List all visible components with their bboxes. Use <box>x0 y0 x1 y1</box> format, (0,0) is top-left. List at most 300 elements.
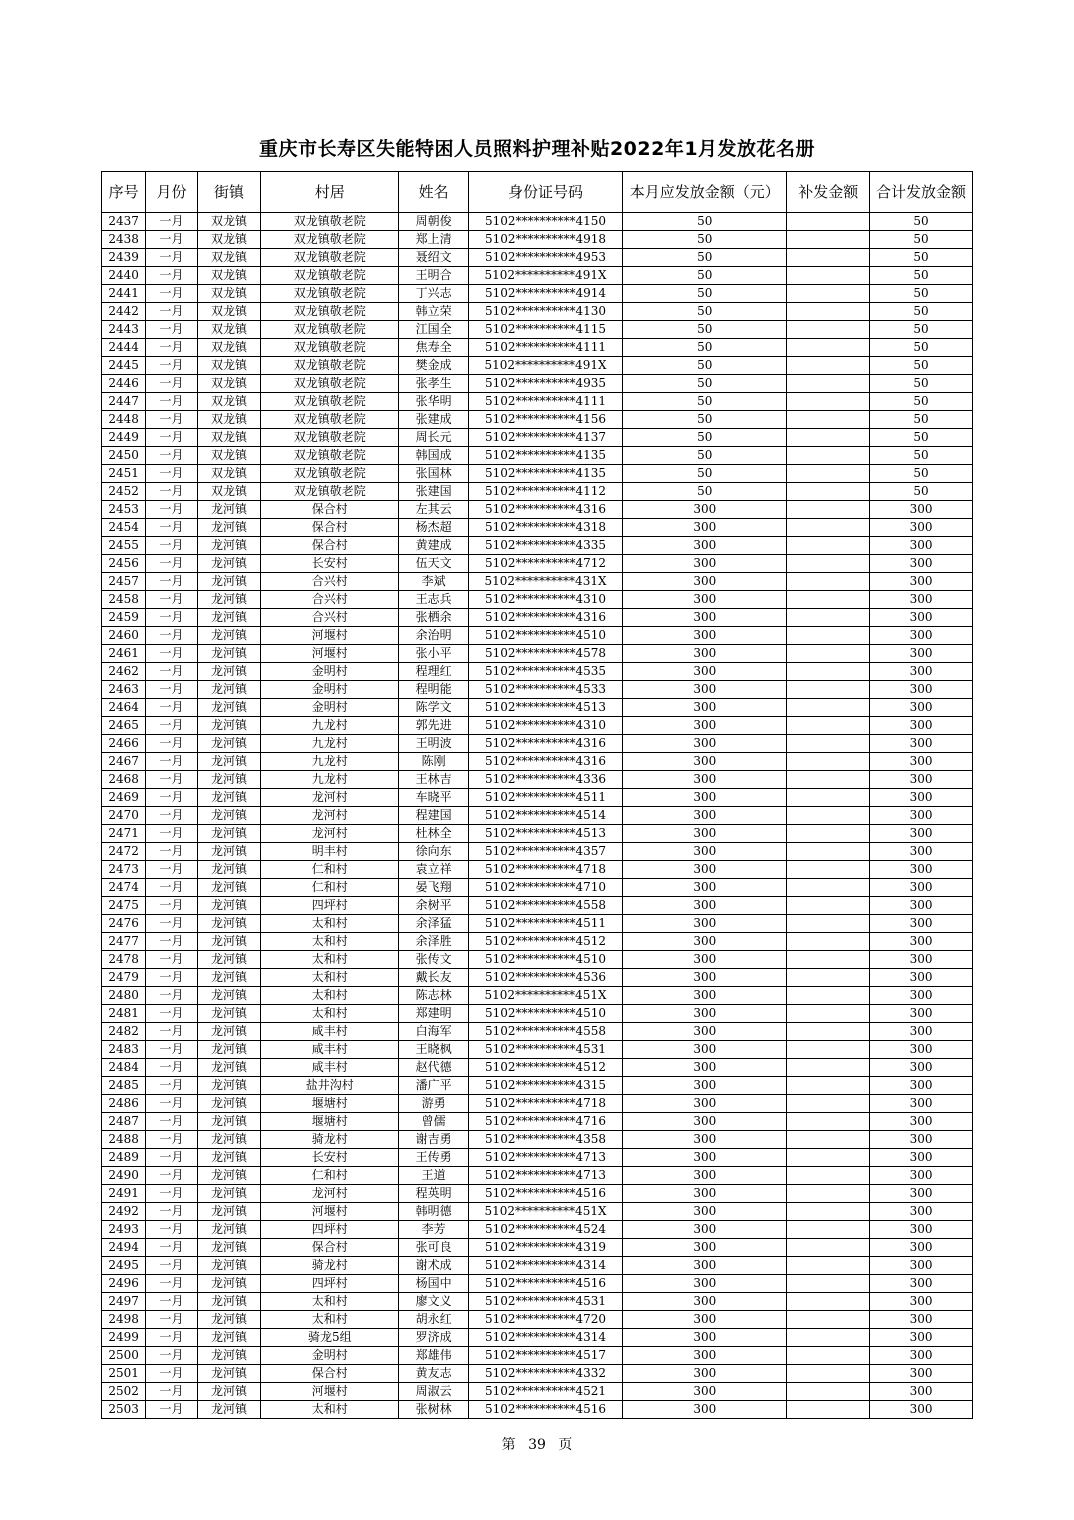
cell-total-amount: 300 <box>870 1275 973 1293</box>
cell-total-amount: 300 <box>870 501 973 519</box>
cell-month: 一月 <box>146 825 197 843</box>
cell-back-pay <box>787 645 870 663</box>
table-row <box>102 393 973 411</box>
cell-back-pay <box>787 879 870 897</box>
cell-month: 一月 <box>146 1023 197 1041</box>
cell-name: 张可良 <box>399 1239 469 1257</box>
cell-id-number: 5102**********4512 <box>468 1059 622 1077</box>
cell-month: 一月 <box>146 843 197 861</box>
cell-index: 2484 <box>102 1059 146 1077</box>
cell-total-amount: 50 <box>870 393 973 411</box>
cell-id-number: 5102**********4314 <box>468 1329 622 1347</box>
cell-back-pay <box>787 1113 870 1131</box>
table-row <box>102 1077 973 1095</box>
cell-total-amount: 300 <box>870 1311 973 1329</box>
cell-id-number: 5102**********4536 <box>468 969 622 987</box>
cell-index: 2483 <box>102 1041 146 1059</box>
cell-month: 一月 <box>146 771 197 789</box>
cell-village: 金明村 <box>261 699 399 717</box>
cell-village: 河堰村 <box>261 627 399 645</box>
cell-month: 一月 <box>146 897 197 915</box>
cell-back-pay <box>787 897 870 915</box>
cell-name: 程建国 <box>399 807 469 825</box>
cell-town: 龙河镇 <box>197 699 261 717</box>
cell-index: 2439 <box>102 249 146 267</box>
cell-monthly-amount: 50 <box>623 213 787 231</box>
cell-town: 双龙镇 <box>197 285 261 303</box>
cell-month: 一月 <box>146 1293 197 1311</box>
cell-total-amount: 300 <box>870 879 973 897</box>
table-row <box>102 1293 973 1311</box>
cell-index: 2490 <box>102 1167 146 1185</box>
table-row <box>102 1311 973 1329</box>
cell-id-number: 5102**********4137 <box>468 429 622 447</box>
table-row <box>102 537 973 555</box>
table-row <box>102 357 973 375</box>
cell-index: 2465 <box>102 717 146 735</box>
cell-name: 江国全 <box>399 321 469 339</box>
cell-village: 九龙村 <box>261 717 399 735</box>
cell-total-amount: 300 <box>870 1149 973 1167</box>
cell-month: 一月 <box>146 555 197 573</box>
cell-village: 双龙镇敬老院 <box>261 303 399 321</box>
cell-town: 龙河镇 <box>197 1311 261 1329</box>
cell-id-number: 5102**********4335 <box>468 537 622 555</box>
cell-id-number: 5102**********4310 <box>468 717 622 735</box>
cell-name: 白海军 <box>399 1023 469 1041</box>
cell-town: 龙河镇 <box>197 1257 261 1275</box>
table-row <box>102 267 973 285</box>
cell-town: 龙河镇 <box>197 1059 261 1077</box>
cell-name: 郑建明 <box>399 1005 469 1023</box>
cell-name: 廖文义 <box>399 1293 469 1311</box>
cell-monthly-amount: 300 <box>623 1113 787 1131</box>
cell-village: 仁和村 <box>261 879 399 897</box>
cell-village: 双龙镇敬老院 <box>261 267 399 285</box>
table-row <box>102 897 973 915</box>
cell-name: 程理红 <box>399 663 469 681</box>
cell-index: 2502 <box>102 1383 146 1401</box>
cell-total-amount: 300 <box>870 555 973 573</box>
cell-name: 张建国 <box>399 483 469 501</box>
cell-total-amount: 50 <box>870 411 973 429</box>
cell-town: 龙河镇 <box>197 1185 261 1203</box>
cell-total-amount: 50 <box>870 357 973 375</box>
cell-id-number: 5102**********4953 <box>468 249 622 267</box>
cell-id-number: 5102**********4111 <box>468 393 622 411</box>
table-row <box>102 231 973 249</box>
cell-name: 聂绍文 <box>399 249 469 267</box>
cell-monthly-amount: 300 <box>623 609 787 627</box>
cell-back-pay <box>787 1185 870 1203</box>
table-row <box>102 1005 973 1023</box>
table-row <box>102 1095 973 1113</box>
cell-village: 双龙镇敬老院 <box>261 357 399 375</box>
cell-total-amount: 50 <box>870 321 973 339</box>
cell-id-number: 5102**********4156 <box>468 411 622 429</box>
cell-village: 龙河村 <box>261 1185 399 1203</box>
cell-back-pay <box>787 1239 870 1257</box>
cell-index: 2447 <box>102 393 146 411</box>
cell-town: 龙河镇 <box>197 969 261 987</box>
cell-town: 双龙镇 <box>197 447 261 465</box>
cell-month: 一月 <box>146 969 197 987</box>
table-row <box>102 735 973 753</box>
cell-back-pay <box>787 951 870 969</box>
cell-name: 程明能 <box>399 681 469 699</box>
cell-monthly-amount: 300 <box>623 969 787 987</box>
cell-monthly-amount: 300 <box>623 825 787 843</box>
cell-town: 双龙镇 <box>197 411 261 429</box>
cell-id-number: 5102**********4112 <box>468 483 622 501</box>
cell-village: 河堰村 <box>261 645 399 663</box>
table-row <box>102 1131 973 1149</box>
cell-index: 2452 <box>102 483 146 501</box>
cell-name: 黄建成 <box>399 537 469 555</box>
column-header-total-amount: 合计发放金额 <box>870 172 973 213</box>
cell-town: 双龙镇 <box>197 249 261 267</box>
cell-month: 一月 <box>146 951 197 969</box>
cell-town: 龙河镇 <box>197 879 261 897</box>
cell-monthly-amount: 300 <box>623 1221 787 1239</box>
cell-id-number: 5102**********4713 <box>468 1167 622 1185</box>
cell-town: 龙河镇 <box>197 861 261 879</box>
cell-id-number: 5102**********4513 <box>468 825 622 843</box>
cell-total-amount: 300 <box>870 951 973 969</box>
cell-index: 2470 <box>102 807 146 825</box>
cell-back-pay <box>787 1095 870 1113</box>
cell-name: 晏飞翔 <box>399 879 469 897</box>
cell-total-amount: 300 <box>870 1257 973 1275</box>
cell-name: 伍天文 <box>399 555 469 573</box>
cell-month: 一月 <box>146 663 197 681</box>
cell-monthly-amount: 300 <box>623 771 787 789</box>
cell-month: 一月 <box>146 1221 197 1239</box>
cell-village: 四坪村 <box>261 1221 399 1239</box>
cell-id-number: 5102**********4319 <box>468 1239 622 1257</box>
cell-name: 黄友志 <box>399 1365 469 1383</box>
cell-monthly-amount: 300 <box>623 699 787 717</box>
footer-prefix: 第 <box>501 1437 516 1453</box>
cell-town: 龙河镇 <box>197 501 261 519</box>
column-header-name: 姓名 <box>399 172 469 213</box>
cell-town: 双龙镇 <box>197 267 261 285</box>
cell-total-amount: 300 <box>870 843 973 861</box>
cell-name: 张小平 <box>399 645 469 663</box>
cell-total-amount: 50 <box>870 303 973 321</box>
cell-total-amount: 300 <box>870 1131 973 1149</box>
cell-back-pay <box>787 825 870 843</box>
cell-month: 一月 <box>146 1005 197 1023</box>
table-row <box>102 1365 973 1383</box>
cell-id-number: 5102**********4710 <box>468 879 622 897</box>
cell-town: 龙河镇 <box>197 1095 261 1113</box>
table-row <box>102 933 973 951</box>
cell-village: 太和村 <box>261 1401 399 1419</box>
cell-monthly-amount: 300 <box>623 897 787 915</box>
cell-index: 2501 <box>102 1365 146 1383</box>
cell-village: 双龙镇敬老院 <box>261 483 399 501</box>
cell-monthly-amount: 300 <box>623 573 787 591</box>
cell-name: 杨杰超 <box>399 519 469 537</box>
cell-index: 2473 <box>102 861 146 879</box>
cell-monthly-amount: 300 <box>623 1293 787 1311</box>
cell-monthly-amount: 300 <box>623 933 787 951</box>
cell-village: 金明村 <box>261 681 399 699</box>
cell-index: 2444 <box>102 339 146 357</box>
cell-town: 龙河镇 <box>197 645 261 663</box>
cell-village: 双龙镇敬老院 <box>261 465 399 483</box>
cell-monthly-amount: 50 <box>623 393 787 411</box>
table-row <box>102 771 973 789</box>
cell-name: 罗济成 <box>399 1329 469 1347</box>
cell-index: 2471 <box>102 825 146 843</box>
cell-name: 余泽胜 <box>399 933 469 951</box>
cell-total-amount: 300 <box>870 1329 973 1347</box>
table-row <box>102 303 973 321</box>
cell-back-pay <box>787 1203 870 1221</box>
cell-name: 丁兴志 <box>399 285 469 303</box>
cell-monthly-amount: 300 <box>623 843 787 861</box>
cell-village: 双龙镇敬老院 <box>261 393 399 411</box>
cell-back-pay <box>787 591 870 609</box>
cell-monthly-amount: 300 <box>623 1383 787 1401</box>
cell-monthly-amount: 300 <box>623 717 787 735</box>
cell-index: 2457 <box>102 573 146 591</box>
cell-town: 龙河镇 <box>197 1293 261 1311</box>
cell-town: 龙河镇 <box>197 915 261 933</box>
cell-monthly-amount: 300 <box>623 807 787 825</box>
cell-id-number: 5102**********4336 <box>468 771 622 789</box>
cell-index: 2453 <box>102 501 146 519</box>
cell-name: 程英明 <box>399 1185 469 1203</box>
cell-total-amount: 300 <box>870 537 973 555</box>
cell-monthly-amount: 300 <box>623 735 787 753</box>
table-row <box>102 609 973 627</box>
cell-name: 左其云 <box>399 501 469 519</box>
cell-monthly-amount: 300 <box>623 915 787 933</box>
cell-name: 车晓平 <box>399 789 469 807</box>
cell-village: 咸丰村 <box>261 1041 399 1059</box>
cell-total-amount: 300 <box>870 933 973 951</box>
cell-name: 杜林全 <box>399 825 469 843</box>
cell-index: 2498 <box>102 1311 146 1329</box>
cell-index: 2442 <box>102 303 146 321</box>
cell-month: 一月 <box>146 1383 197 1401</box>
cell-village: 九龙村 <box>261 771 399 789</box>
cell-month: 一月 <box>146 393 197 411</box>
cell-name: 王传勇 <box>399 1149 469 1167</box>
cell-id-number: 5102**********4513 <box>468 699 622 717</box>
cell-town: 双龙镇 <box>197 321 261 339</box>
cell-name: 陈刚 <box>399 753 469 771</box>
cell-back-pay <box>787 1329 870 1347</box>
cell-month: 一月 <box>146 753 197 771</box>
cell-name: 余树平 <box>399 897 469 915</box>
cell-index: 2461 <box>102 645 146 663</box>
cell-monthly-amount: 300 <box>623 1329 787 1347</box>
column-header-back-pay: 补发金额 <box>787 172 870 213</box>
cell-monthly-amount: 300 <box>623 1185 787 1203</box>
column-header-monthly-amount: 本月应发放金额（元） <box>623 172 787 213</box>
cell-id-number: 5102**********4558 <box>468 897 622 915</box>
cell-index: 2493 <box>102 1221 146 1239</box>
cell-index: 2481 <box>102 1005 146 1023</box>
cell-back-pay <box>787 375 870 393</box>
cell-town: 龙河镇 <box>197 1149 261 1167</box>
cell-total-amount: 50 <box>870 483 973 501</box>
cell-index: 2460 <box>102 627 146 645</box>
cell-month: 一月 <box>146 987 197 1005</box>
cell-monthly-amount: 50 <box>623 303 787 321</box>
cell-total-amount: 300 <box>870 519 973 537</box>
cell-total-amount: 300 <box>870 1401 973 1419</box>
cell-id-number: 5102**********4718 <box>468 1095 622 1113</box>
cell-back-pay <box>787 1275 870 1293</box>
cell-index: 2480 <box>102 987 146 1005</box>
cell-month: 一月 <box>146 285 197 303</box>
cell-month: 一月 <box>146 447 197 465</box>
table-row <box>102 915 973 933</box>
cell-village: 骑龙村 <box>261 1257 399 1275</box>
cell-total-amount: 50 <box>870 285 973 303</box>
cell-village: 九龙村 <box>261 735 399 753</box>
cell-village: 保合村 <box>261 519 399 537</box>
cell-month: 一月 <box>146 1041 197 1059</box>
cell-name: 张孝生 <box>399 375 469 393</box>
cell-village: 合兴村 <box>261 573 399 591</box>
cell-village: 仁和村 <box>261 1167 399 1185</box>
cell-index: 2445 <box>102 357 146 375</box>
cell-month: 一月 <box>146 375 197 393</box>
cell-id-number: 5102**********4358 <box>468 1131 622 1149</box>
cell-total-amount: 300 <box>870 987 973 1005</box>
table-row <box>102 987 973 1005</box>
cell-village: 堰塘村 <box>261 1113 399 1131</box>
cell-back-pay <box>787 1221 870 1239</box>
cell-monthly-amount: 300 <box>623 501 787 519</box>
cell-id-number: 5102**********4512 <box>468 933 622 951</box>
cell-id-number: 5102**********4510 <box>468 627 622 645</box>
cell-village: 仁和村 <box>261 861 399 879</box>
cell-name: 王志兵 <box>399 591 469 609</box>
cell-village: 太和村 <box>261 915 399 933</box>
cell-town: 龙河镇 <box>197 951 261 969</box>
table-row <box>102 447 973 465</box>
cell-name: 袁立祥 <box>399 861 469 879</box>
cell-index: 2497 <box>102 1293 146 1311</box>
cell-total-amount: 300 <box>870 969 973 987</box>
cell-monthly-amount: 300 <box>623 645 787 663</box>
cell-index: 2440 <box>102 267 146 285</box>
cell-name: 王明合 <box>399 267 469 285</box>
table-row <box>102 1221 973 1239</box>
cell-id-number: 5102**********4314 <box>468 1257 622 1275</box>
column-header-village: 村居 <box>261 172 399 213</box>
table-row <box>102 483 973 501</box>
cell-back-pay <box>787 861 870 879</box>
cell-back-pay <box>787 987 870 1005</box>
cell-month: 一月 <box>146 1131 197 1149</box>
cell-back-pay <box>787 681 870 699</box>
cell-monthly-amount: 300 <box>623 1257 787 1275</box>
page-title: 重庆市长寿区失能特困人员照料护理补贴2022年1月发放花名册 <box>258 138 816 160</box>
cell-monthly-amount: 50 <box>623 321 787 339</box>
table-row <box>102 321 973 339</box>
cell-back-pay <box>787 303 870 321</box>
cell-total-amount: 50 <box>870 249 973 267</box>
cell-index: 2469 <box>102 789 146 807</box>
cell-town: 龙河镇 <box>197 627 261 645</box>
cell-village: 长安村 <box>261 555 399 573</box>
cell-monthly-amount: 300 <box>623 861 787 879</box>
cell-index: 2495 <box>102 1257 146 1275</box>
table-row <box>102 663 973 681</box>
cell-back-pay <box>787 465 870 483</box>
cell-month: 一月 <box>146 1149 197 1167</box>
cell-month: 一月 <box>146 537 197 555</box>
cell-month: 一月 <box>146 231 197 249</box>
cell-index: 2475 <box>102 897 146 915</box>
cell-monthly-amount: 50 <box>623 429 787 447</box>
cell-town: 龙河镇 <box>197 591 261 609</box>
cell-town: 双龙镇 <box>197 303 261 321</box>
table-row <box>102 1203 973 1221</box>
cell-town: 龙河镇 <box>197 1275 261 1293</box>
cell-name: 杨国中 <box>399 1275 469 1293</box>
cell-town: 龙河镇 <box>197 843 261 861</box>
cell-town: 龙河镇 <box>197 987 261 1005</box>
cell-back-pay <box>787 321 870 339</box>
cell-village: 保合村 <box>261 1365 399 1383</box>
cell-total-amount: 50 <box>870 447 973 465</box>
table-row <box>102 501 973 519</box>
table-row <box>102 1329 973 1347</box>
cell-back-pay <box>787 483 870 501</box>
cell-name: 李芳 <box>399 1221 469 1239</box>
cell-village: 四坪村 <box>261 1275 399 1293</box>
column-header-index: 序号 <box>102 172 146 213</box>
cell-index: 2456 <box>102 555 146 573</box>
cell-back-pay <box>787 573 870 591</box>
cell-monthly-amount: 300 <box>623 1077 787 1095</box>
cell-name: 陈学文 <box>399 699 469 717</box>
cell-village: 太和村 <box>261 987 399 1005</box>
table-row <box>102 411 973 429</box>
cell-total-amount: 300 <box>870 663 973 681</box>
cell-town: 龙河镇 <box>197 1023 261 1041</box>
cell-name: 张华明 <box>399 393 469 411</box>
cell-village: 四坪村 <box>261 897 399 915</box>
table-row <box>102 879 973 897</box>
cell-monthly-amount: 50 <box>623 447 787 465</box>
cell-index: 2463 <box>102 681 146 699</box>
cell-total-amount: 50 <box>870 465 973 483</box>
cell-total-amount: 300 <box>870 609 973 627</box>
cell-name: 韩立荣 <box>399 303 469 321</box>
cell-id-number: 5102**********4516 <box>468 1185 622 1203</box>
cell-back-pay <box>787 501 870 519</box>
cell-back-pay <box>787 447 870 465</box>
cell-index: 2467 <box>102 753 146 771</box>
cell-back-pay <box>787 213 870 231</box>
cell-id-number: 5102**********491X <box>468 267 622 285</box>
cell-id-number: 5102**********4510 <box>468 951 622 969</box>
cell-village: 九龙村 <box>261 753 399 771</box>
cell-id-number: 5102**********4514 <box>468 807 622 825</box>
cell-name: 余治明 <box>399 627 469 645</box>
column-header-town: 街镇 <box>197 172 261 213</box>
